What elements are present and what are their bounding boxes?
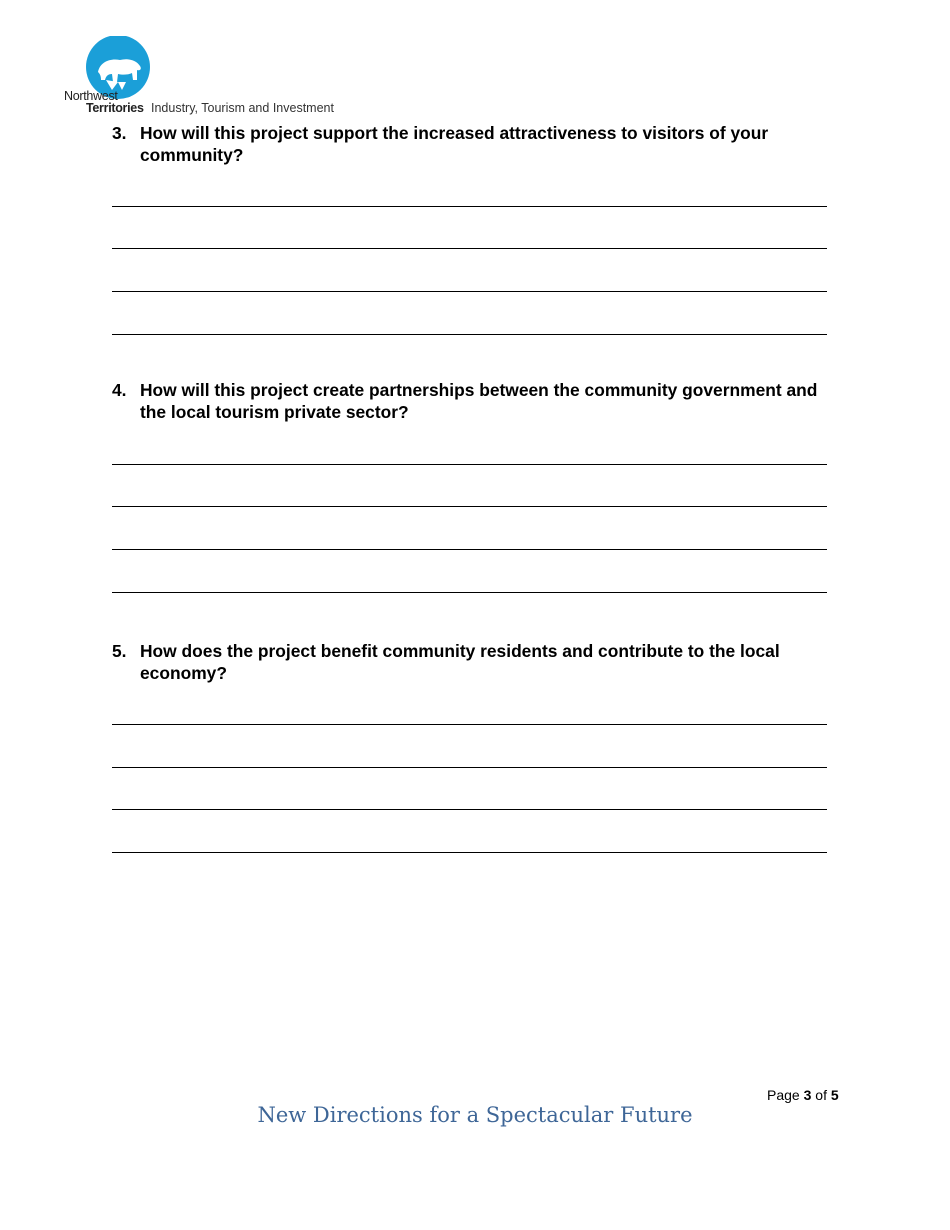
question-number: 4. xyxy=(112,380,127,400)
footer-slogan: New Directions for a Spectacular Future xyxy=(257,1103,693,1127)
current-page: 3 xyxy=(803,1087,812,1103)
department-name: Industry, Tourism and Investment xyxy=(151,101,334,115)
answer-line[interactable] xyxy=(112,464,827,465)
answer-line[interactable] xyxy=(112,809,827,810)
answer-line[interactable] xyxy=(112,724,827,725)
logo-wordmark-line1: Northwest xyxy=(64,89,118,103)
question-text: How does the project benefit community residents and contribute to the local economy? xyxy=(140,641,780,683)
logo-wordmark-line2: Territories xyxy=(86,101,144,115)
question-number: 5. xyxy=(112,641,127,661)
answer-line[interactable] xyxy=(112,248,827,249)
page-indicator xyxy=(767,1087,839,1103)
page-of: of xyxy=(815,1087,827,1103)
question-4 xyxy=(112,379,834,423)
page-prefix: Page xyxy=(767,1087,800,1103)
question-text: How will this project create partnerships between the community government and the local tourism private sector? xyxy=(140,380,818,422)
question-5 xyxy=(112,640,834,684)
question-text: How will this project support the increased attractiveness to visitors of your community? xyxy=(140,123,769,165)
answer-line[interactable] xyxy=(112,506,827,507)
answer-line[interactable] xyxy=(112,852,827,853)
answer-line[interactable] xyxy=(112,549,827,550)
answer-line[interactable] xyxy=(112,334,827,335)
answer-line[interactable] xyxy=(112,291,827,292)
question-number: 3. xyxy=(112,123,127,143)
total-pages: 5 xyxy=(830,1087,839,1103)
answer-line[interactable] xyxy=(112,206,827,207)
answer-line[interactable] xyxy=(112,767,827,768)
answer-line[interactable] xyxy=(112,592,827,593)
question-3 xyxy=(112,122,834,166)
nwt-logo xyxy=(62,36,362,118)
